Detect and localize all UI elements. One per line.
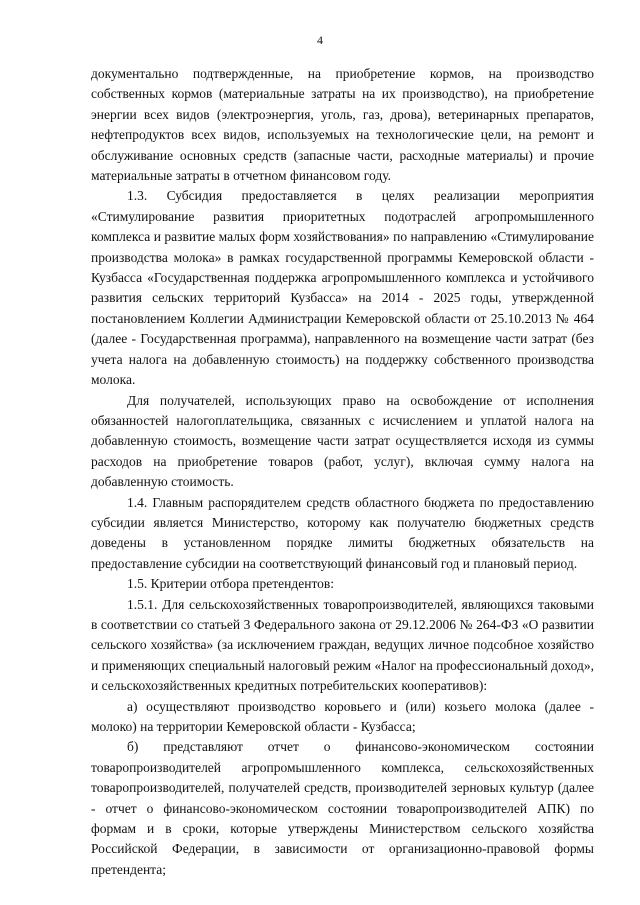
paragraph-1-4: 1.4. Главным распорядителем средств областного бюджета по предоставлению субсидии является Министерство, которому как получателю бюджетных средств доведены в установленном порядке лимиты бюджетных обязательств на предоставление субсидии на соответствующий финансовый год и плановый период. xyxy=(91,494,594,571)
paragraph-vat-exemption: Для получателей, использующих право на освобождение от исполнения обязанностей налогоплательщика, связанных с исчислением и уплатой налога на добавленную стоимость, возмещение части затрат осуществляется исходя из суммы расходов на приобретение товаров (работ, услуг), включая сумму налога на добавленную стоимость. xyxy=(91,392,594,490)
document-body xyxy=(91,64,594,880)
paragraph-item-a: а) осуществляют производство коровьего и (или) козьего молока (далее - молоко) на территории Кемеровской области - Кузбасса; xyxy=(91,698,594,734)
paragraph-item-b: б) представляют отчет о финансово-экономическом состоянии товаропроизводителей агропромышленного комплекса, сельскохозяйственных товаропроизводителей, получателей средств, производителей зерновых культур (далее - отчет о финансово-экономическом состоянии товаропроизводителей АПК) по формам и в сроки, которые утверждены Министерством сельского хозяйства Российской Федерации, в зависимости от организационно-правовой формы претендента; xyxy=(91,739,594,877)
paragraph-1-3: 1.3. Субсидия предоставляется в целях реализации мероприятия «Стимулирование развития приоритетных подотраслей агропромышленного комплекса и развитие малых форм хозяйствования» по направлению «Стимулирование производства молока» в рамках государственной программы Кемеровской области - Кузбасса «Государственная поддержка агропромышленного комплекса и устойчивого развития сельских территорий Кузбасса» на 2014 - 2025 годы, утвержденной постановлением Коллегии Администрации Кемеровской области от 25.10.2013 № 464 (далее - Государственная программа), направленного на возмещение части затрат (без учета налога на добавленную стоимость) на поддержку собственного производства молока. xyxy=(91,188,594,388)
paragraph-1-5: 1.5. Критерии отбора претендентов: xyxy=(127,576,335,592)
page-number: 4 xyxy=(317,33,323,47)
paragraph-1-5-1: 1.5.1. Для сельскохозяйственных товаропроизводителей, являющихся таковыми в соответствии со статьей 3 Федерального закона от 29.12.2006 № 264-ФЗ «О развитии сельского хозяйства» (за исключением граждан, ведущих личное подсобное хозяйство и применяющих специальный налоговый режим «Налог на профессиональный доход», и сельскохозяйственных кредитных потребительских кооперативов): xyxy=(91,596,594,694)
paragraph-continuation: документально подтвержденные, на приобретение кормов, на производство собственных кормов (материальные затраты на их производство), на приобретение энергии всех видов (электроэнергия, уголь, газ, дрова), ветеринарных препаратов, нефтепродуктов всех видов, используемых на технологические цели, на ремонт и обслуживание основных средств (запасные части, расходные материалы) и прочие материальные затраты в отчетном финансовом году. xyxy=(91,66,594,184)
